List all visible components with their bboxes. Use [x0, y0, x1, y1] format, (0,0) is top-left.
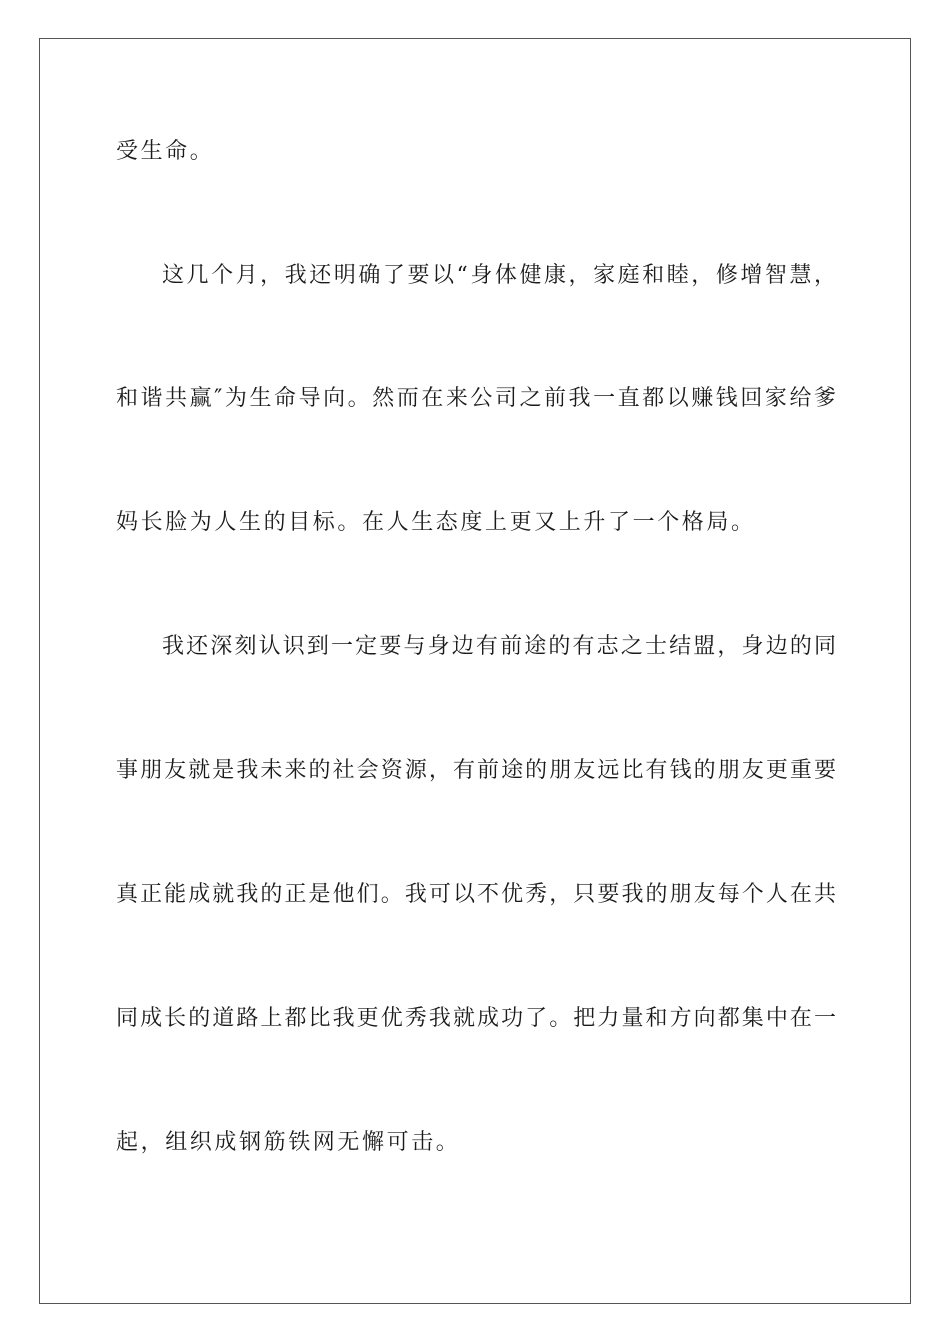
text-line-6: 事朋友就是我未来的社会资源，有前途的朋友远比有钱的朋友更重要 [116, 758, 836, 783]
text-line-2: 这几个月，我还明确了要以“身体健康，家庭和睦，修增智慧， [162, 263, 836, 288]
page-frame [39, 38, 911, 1304]
text-line-7: 真正能成就我的正是他们。我可以不优秀，只要我的朋友每个人在共 [116, 882, 836, 907]
text-line-8: 同成长的道路上都比我更优秀我就成功了。把力量和方向都集中在一 [116, 1006, 836, 1031]
text-line-1: 受生命。 [116, 139, 215, 164]
text-line-5: 我还深刻认识到一定要与身边有前途的有志之士结盟，身边的同 [162, 634, 836, 659]
text-line-9: 起，组织成钢筋铁网无懈可击。 [116, 1130, 461, 1155]
text-line-4: 妈长脸为人生的目标。在人生态度上更又上升了一个格局。 [116, 510, 756, 535]
text-line-3: 和谐共赢″为生命导向。然而在来公司之前我一直都以赚钱回家给爹 [116, 386, 836, 411]
